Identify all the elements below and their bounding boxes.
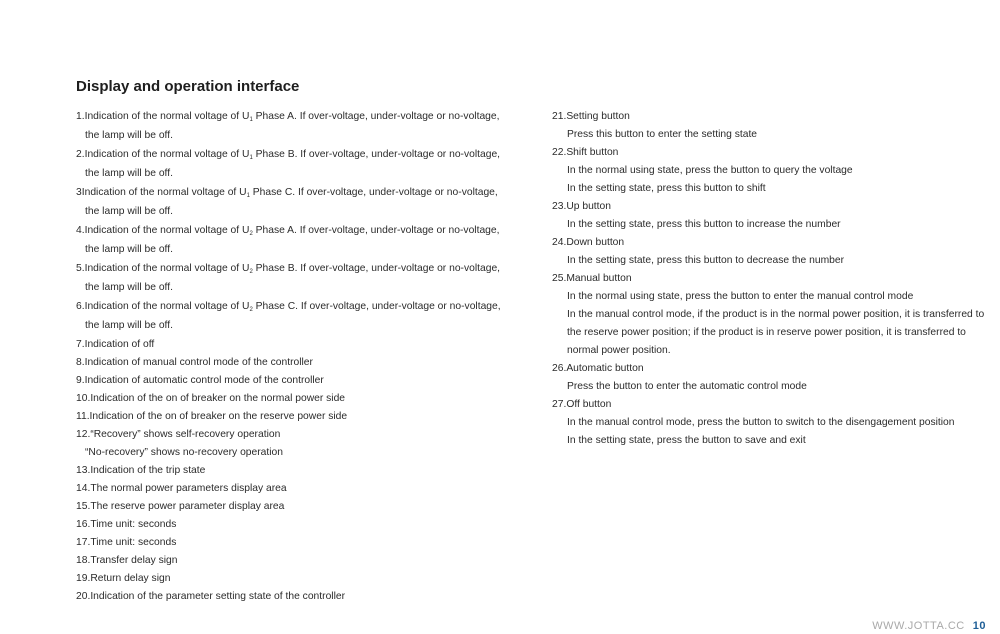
list-item-continuation: the lamp will be off. bbox=[85, 168, 173, 179]
list-item-detail: In the setting state, press this button to shift bbox=[567, 183, 766, 194]
list-item-continuation: the lamp will be off. bbox=[85, 320, 173, 331]
list-item: 20.Indication of the parameter setting state of the controller bbox=[76, 591, 346, 602]
footer-website: WWW.JOTTA.CC bbox=[872, 620, 965, 632]
list-item: 26.Automatic button bbox=[552, 363, 644, 374]
page-title: Display and operation interface bbox=[76, 78, 300, 95]
list-item-detail: In the normal using state, press the button to enter the manual control mode bbox=[567, 291, 914, 302]
list-item: 27.Off button bbox=[552, 399, 612, 410]
list-item-detail: In the setting state, press this button to increase the number bbox=[567, 219, 841, 230]
list-item: 12.“Recovery” shows self-recovery operation bbox=[76, 429, 281, 440]
list-item: 2.Indication of the normal voltage of $U_1$ Phase B. If over-voltage, under-voltage or no-voltage, bbox=[76, 149, 501, 161]
list-item-detail: In the setting state, press the button to save and exit bbox=[567, 435, 806, 446]
list-item-continuation: the lamp will be off. bbox=[85, 282, 173, 293]
list-item: 22.Shift button bbox=[552, 147, 619, 158]
page-footer bbox=[872, 620, 986, 632]
list-item: 11.Indication of the on of breaker on the reserve power side bbox=[76, 411, 348, 422]
list-item-detail: Press the button to enter the automatic control mode bbox=[567, 381, 807, 392]
list-item-continuation: “No-recovery” shows no-recovery operation bbox=[85, 447, 284, 458]
list-item: 24.Down button bbox=[552, 237, 625, 248]
list-item: 3Indication of the normal voltage of $U_1$ Phase C. If over-voltage, under-voltage or no-voltage, bbox=[76, 187, 498, 199]
list-item: 6.Indication of the normal voltage of $U_2$ Phase C. If over-voltage, under-voltage or no-voltage, bbox=[76, 301, 501, 313]
list-item: 15.The reserve power parameter display area bbox=[76, 501, 285, 512]
list-item-continuation: the lamp will be off. bbox=[85, 206, 173, 217]
list-item-detail: In the manual control mode, if the product is in the normal power position, it is transferred to bbox=[567, 309, 985, 320]
right-column bbox=[552, 108, 984, 450]
list-item: 4.Indication of the normal voltage of $U_2$ Phase A. If over-voltage, under-voltage or no-voltage, bbox=[76, 225, 500, 237]
list-item-detail: Press this button to enter the setting state bbox=[567, 129, 758, 140]
list-item-detail: In the setting state, press this button to decrease the number bbox=[567, 255, 845, 266]
list-item: 25.Manual button bbox=[552, 273, 632, 284]
list-item-detail: the reserve power position; if the product is in reserve power position, it is transferred to bbox=[567, 327, 966, 338]
list-item: 23.Up button bbox=[552, 201, 611, 212]
list-item: 1.Indication of the normal voltage of $U_1$ Phase A. If over-voltage, under-voltage or no-voltage, bbox=[76, 111, 500, 123]
list-item: 21.Setting button bbox=[552, 111, 630, 122]
list-item: 13.Indication of the trip state bbox=[76, 465, 206, 476]
page-number: 10 bbox=[972, 620, 986, 632]
list-item: 16.Time unit: seconds bbox=[76, 519, 177, 530]
list-item: 19.Return delay sign bbox=[76, 573, 171, 584]
list-item: 18.Transfer delay sign bbox=[76, 555, 178, 566]
list-item: 9.Indication of automatic control mode of the controller bbox=[76, 375, 324, 386]
list-item: 8.Indication of manual control mode of the controller bbox=[76, 357, 313, 368]
list-item: 10.Indication of the on of breaker on the normal power side bbox=[76, 393, 346, 404]
list-item-continuation: the lamp will be off. bbox=[85, 130, 173, 141]
list-item: 7.Indication of off bbox=[76, 339, 155, 350]
list-item: 5.Indication of the normal voltage of $U_2$ Phase B. If over-voltage, under-voltage or no-voltage, bbox=[76, 263, 501, 275]
list-item: 17.Time unit: seconds bbox=[76, 537, 177, 548]
list-item-detail: In the normal using state, press the button to query the voltage bbox=[567, 165, 853, 176]
list-item-continuation: the lamp will be off. bbox=[85, 244, 173, 255]
list-item-detail: In the manual control mode, press the button to switch to the disengagement position bbox=[567, 417, 955, 428]
list-item-detail: normal power position. bbox=[567, 345, 671, 356]
left-column bbox=[76, 108, 501, 606]
list-item: 14.The normal power parameters display area bbox=[76, 483, 287, 494]
